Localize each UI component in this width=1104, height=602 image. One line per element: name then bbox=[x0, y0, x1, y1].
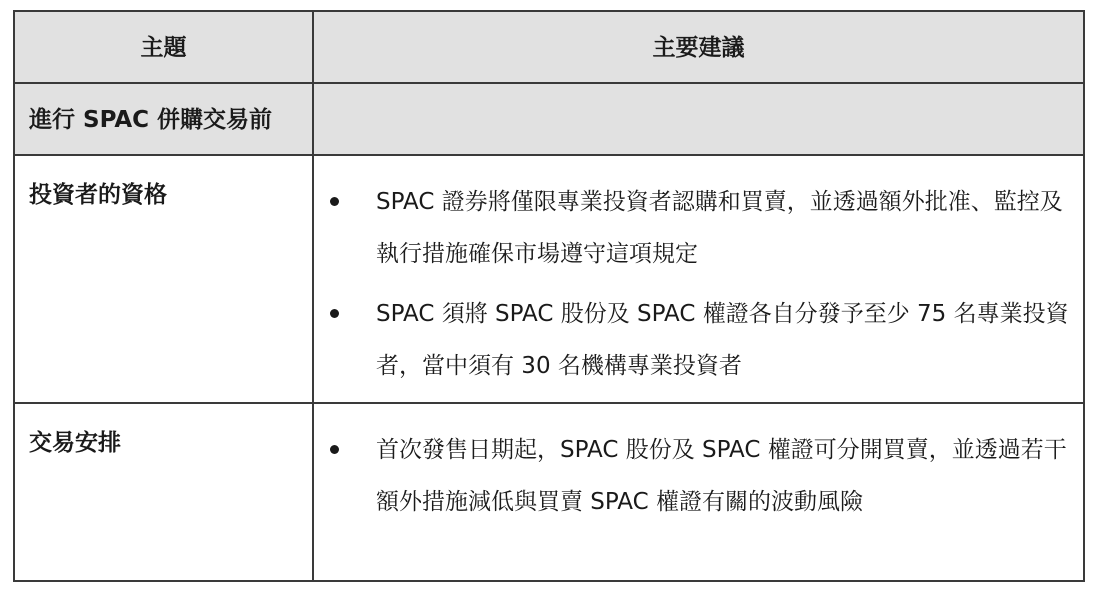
section-row bbox=[15, 84, 1083, 156]
recommendation-item bbox=[326, 176, 1069, 280]
bullet-icon bbox=[330, 309, 339, 318]
table-row-trading-arrangement bbox=[15, 404, 1083, 580]
column-header-recommendations: 主要建議 bbox=[652, 35, 745, 61]
row-topic-label: 投資者的資格 bbox=[29, 182, 167, 208]
column-header-topic: 主題 bbox=[140, 35, 187, 61]
recommendation-text: 首次發售日期起，SPAC 股份及 SPAC 權證可分開買賣，並透過若干額外措施減低與買賣 SPAC 權證有關的波動風險 bbox=[376, 437, 1067, 515]
recommendation-list bbox=[326, 424, 1069, 536]
recommendations-table bbox=[13, 10, 1085, 582]
section-title: 進行 SPAC 併購交易前 bbox=[29, 107, 273, 133]
bullet-icon bbox=[330, 445, 339, 454]
column-divider bbox=[312, 12, 314, 580]
table-row-investor-qualification bbox=[15, 156, 1083, 404]
bullet-icon bbox=[330, 197, 339, 206]
row-topic-label: 交易安排 bbox=[29, 430, 121, 456]
table-header-row bbox=[15, 12, 1083, 84]
recommendation-item bbox=[326, 424, 1069, 528]
recommendation-text: SPAC 證券將僅限專業投資者認購和買賣，並透過額外批准、監控及執行措施確保市場遵守這項規定 bbox=[376, 189, 1063, 267]
recommendation-list bbox=[326, 176, 1069, 400]
recommendation-text: SPAC 須將 SPAC 股份及 SPAC 權證各自分發予至少 75 名專業投資者，當中須有 30 名機構專業投資者 bbox=[376, 301, 1069, 379]
recommendation-item bbox=[326, 288, 1069, 392]
